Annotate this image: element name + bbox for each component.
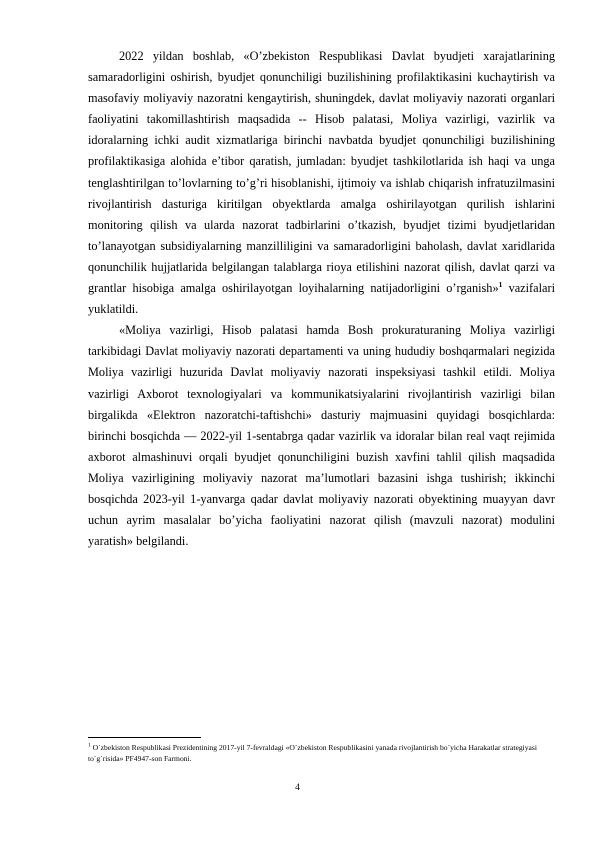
paragraph-1-tail: vazifalari yuklatildi. xyxy=(88,281,555,317)
paragraph-2 xyxy=(88,320,555,552)
paragraph-2-text: «Moliya vazirligi, Hisob palatasi hamda Bosh prokuraturaning Moliya vazirligi tarkibidagi Davlat moliyaviy nazorati departamenti va uning hududiy boshqarmalari negizida Moliya vazirligi huzurida Davlat moliyaviy nazorati inspeksiyasi tashkil etildi. Moliya vazirligi Axborot texnologiyalari va kommunikatsiyalarini rivojlantirish vazirligi bilan birgalikda «Elektron nazoratchi-taftishchi» dasturiy majmuasini quyidagi bosqichlarda: birinchi bosqichda — 2022-yil 1-sentabrga qadar vazirlik va idoralar bilan real vaqt rejimida axborot almashinuvi orqali byudjet qonunchiligini buzish xavfini tahlil qilish maqsadida Moliya vazirligining moliyaviy nazorat ma’lumotlari bazasini ishga tushirish; ikkinchi bosqichda 2023-yil 1-yanvarga qadar davlat moliyaviy nazorati obyektining muayyan davr uchun ayrim masalalar bo’yicha faoliyatini nazorat qilish (mavzuli nazorat) modulini yaratish» belgilandi. xyxy=(88,323,555,549)
paragraph-1-text: 2022 yildan boshlab, «O’zbekiston Respublikasi Davlat byudjeti xarajatlarining samaradorligini oshirish, byudjet qonunchiligi buzilishining profilaktikasini kuchaytirish va masofaviy moliyaviy nazoratni kengaytirish, shuningdek, davlat moliyaviy nazorati organlari faoliyatini takomillashtirish maqsadida -- Hisob palatasi, Moliya vazirligi, vazirlik va idoralarning ichki audit xizmatlariga birinchi navbatda byudjet qonunchiligi buzilishining profilaktikasiga alohida e’tibor qaratish, jumladan: byudjet tashkilotlarida ish haqi va unga tenglashtirilgan to’lovlarning to’g’ri hisoblanishi, ijtimoiy va ishlab chiqarish infratuzilmasini rivojlantirish dasturiga kiritilgan obyektlarda amalga oshirilayotgan qurilish ishlarini monitoring qilish va ularda nazorat tadbirlarini o’tkazish, byudjet tizimi byudjetlaridan to’lanayotgan subsidiyalarning manzilliligini va samaradorligini baholash, davlat xaridlarida qonunchilik hujjatlarida belgilangan talablarga rioya etilishini nazorat qilish, davlat qarzi va grantlar hisobiga amalga oshirilayotgan loyihalarning natijadorligini o’rganish» xyxy=(88,49,555,296)
footnote-reference[interactable]: 1 xyxy=(498,279,503,289)
paragraph-1 xyxy=(88,46,555,320)
body-text xyxy=(88,46,555,552)
footnote-divider xyxy=(88,737,201,738)
page-number: 4 xyxy=(295,783,300,793)
footnote-text: O`zbekiston Respublikasi Prezidentining 2017-yil 7-fevraldagi «O`zbekiston Respublikasini yanada rivojlantirish bo`yicha Harakatlar strategiyasi to`g`risida» PF4947-son Farmoni. xyxy=(88,743,537,763)
footnote xyxy=(88,742,555,764)
footnote-number: 1 xyxy=(88,742,91,749)
